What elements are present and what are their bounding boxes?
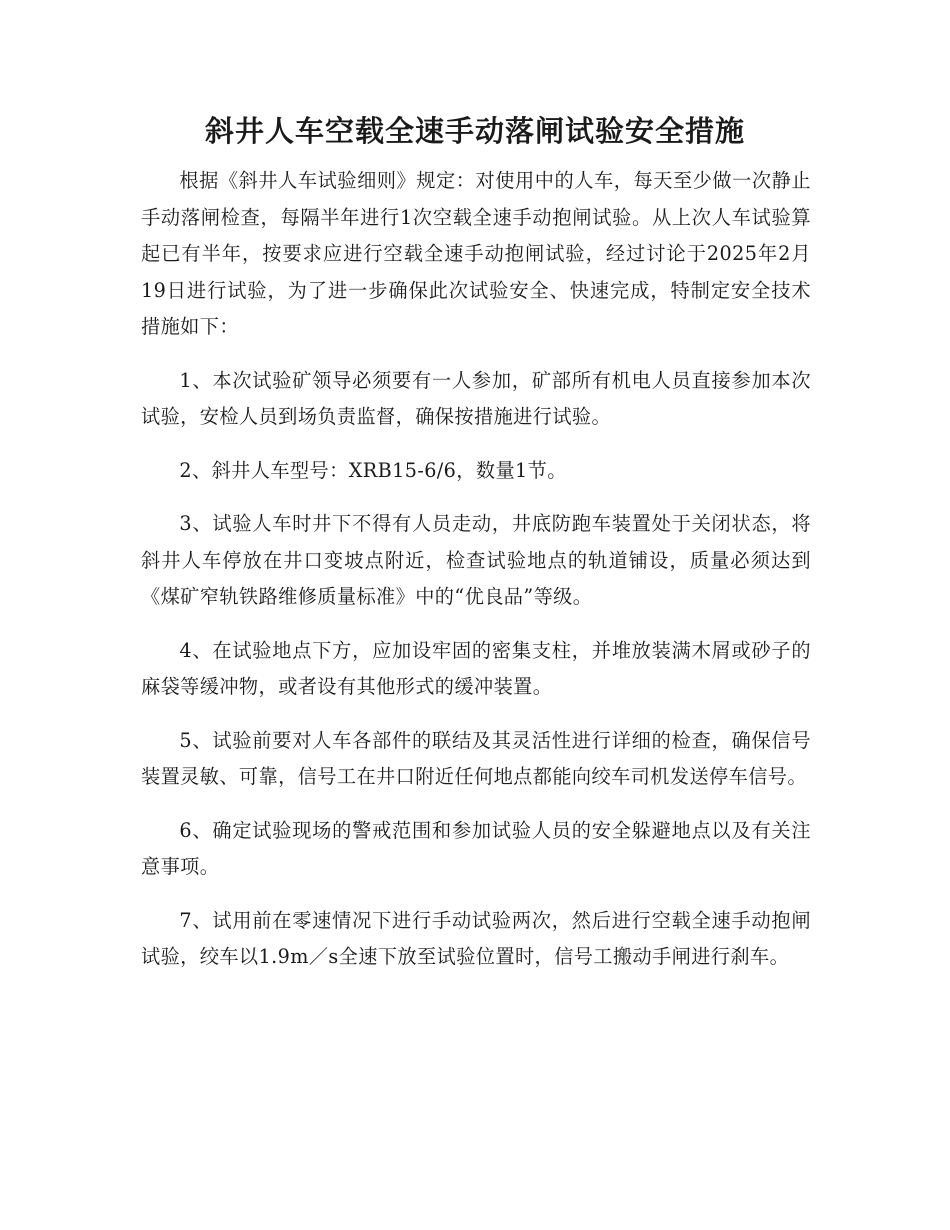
- document-title: 斜井人车空载全速手动落闸试验安全措施: [204, 114, 745, 148]
- measure-5-paragraph: 5、试验前要对人车各部件的联结及其灵活性进行详细的检查，确保信号装置灵敏、可靠，信号工在井口附近任何地点都能向绞车司机发送停车信号。: [141, 728, 811, 788]
- measure-7-paragraph: 7、试用前在零速情况下进行手动试验两次，然后进行空载全速手动抱闸试验，绞车以1.9m／s全速下放至试验位置时，信号工搬动手闸进行刹车。: [141, 908, 811, 968]
- measure-3-paragraph: 3、试验人车时井下不得有人员走动，井底防跑车装置处于关闭状态，将斜井人车停放在井口变坡点附近，检查试验地点的轨道铺设，质量必须达到《煤矿窄轨铁路维修质量标准》中的“优良品”等级。: [141, 512, 811, 608]
- intro-paragraph: 根据《斜井人车试验细则》规定：对使用中的人车，每天至少做一次静止手动落闸检查，每隔半年进行1次空载全速手动抱闸试验。从上次人车试验算起已有半年，按要求应进行空载全速手动抱闸试验，经过讨论于2025年2月19日进行试验，为了进一步确保此次试验安全、快速完成，特制定安全技术措施如下：: [141, 169, 811, 338]
- measure-1-paragraph: 1、本次试验矿领导必须要有一人参加，矿部所有机电人员直接参加本次试验，安检人员到场负责监督，确保按措施进行试验。: [141, 368, 811, 428]
- measure-6-paragraph: 6、确定试验现场的警戒范围和参加试验人员的安全躲避地点以及有关注意事项。: [141, 818, 811, 878]
- document-body: [141, 163, 811, 976]
- measure-4-paragraph: 4、在试验地点下方，应加设牢固的密集支柱，并堆放装满木屑或砂子的麻袋等缓冲物，或者设有其他形式的缓冲装置。: [141, 638, 811, 698]
- measure-2-paragraph: 2、斜井人车型号：XRB15-6/6，数量1节。: [179, 458, 567, 482]
